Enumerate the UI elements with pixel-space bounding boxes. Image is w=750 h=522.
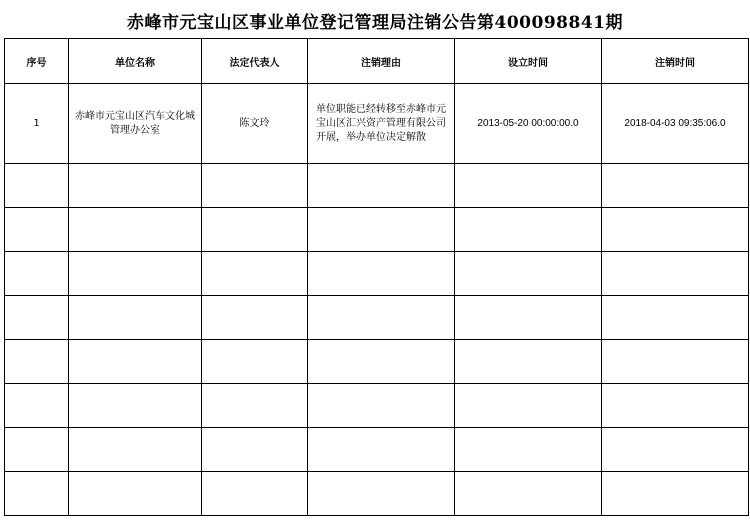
empty-cell bbox=[455, 164, 602, 208]
empty-cell bbox=[455, 472, 602, 516]
empty-cell bbox=[455, 428, 602, 472]
table-row bbox=[5, 84, 749, 164]
table-row-empty bbox=[5, 208, 749, 252]
empty-cell bbox=[308, 296, 455, 340]
empty-cell bbox=[202, 208, 308, 252]
table-row-empty bbox=[5, 340, 749, 384]
cell-unit-name: 赤峰市元宝山区汽车文化城管理办公室 bbox=[69, 84, 202, 164]
table-row-empty bbox=[5, 472, 749, 516]
header-row bbox=[5, 39, 749, 84]
empty-cell bbox=[5, 384, 69, 428]
empty-cell bbox=[308, 164, 455, 208]
table-row-empty bbox=[5, 252, 749, 296]
empty-cell bbox=[202, 296, 308, 340]
empty-cell bbox=[308, 252, 455, 296]
empty-cell bbox=[202, 164, 308, 208]
empty-cell bbox=[5, 472, 69, 516]
empty-rows bbox=[5, 164, 749, 516]
header-legal-rep: 法定代表人 bbox=[202, 39, 308, 84]
empty-cell bbox=[602, 384, 749, 428]
empty-cell bbox=[5, 252, 69, 296]
cell-established: 2013-05-20 00:00:00.0 bbox=[455, 84, 602, 164]
header-cancelled: 注销时间 bbox=[602, 39, 749, 84]
empty-cell bbox=[69, 296, 202, 340]
empty-cell bbox=[5, 428, 69, 472]
empty-cell bbox=[5, 208, 69, 252]
empty-cell bbox=[602, 296, 749, 340]
empty-cell bbox=[602, 252, 749, 296]
empty-cell bbox=[455, 296, 602, 340]
empty-cell bbox=[455, 384, 602, 428]
empty-cell bbox=[69, 384, 202, 428]
empty-cell bbox=[455, 340, 602, 384]
cell-reason: 单位职能已经转移至赤峰市元宝山区汇兴资产管理有限公司开展，举办单位决定解散 bbox=[308, 84, 455, 164]
empty-cell bbox=[602, 164, 749, 208]
empty-cell bbox=[308, 340, 455, 384]
empty-cell bbox=[69, 472, 202, 516]
empty-cell bbox=[308, 472, 455, 516]
empty-cell bbox=[69, 340, 202, 384]
cell-cancelled: 2018-04-03 09:35:06.0 bbox=[602, 84, 749, 164]
empty-cell bbox=[602, 208, 749, 252]
empty-cell bbox=[602, 428, 749, 472]
empty-cell bbox=[69, 252, 202, 296]
empty-cell bbox=[455, 208, 602, 252]
empty-cell bbox=[202, 428, 308, 472]
cell-index: 1 bbox=[5, 84, 69, 164]
table-row-empty bbox=[5, 296, 749, 340]
header-index: 序号 bbox=[5, 39, 69, 84]
empty-cell bbox=[308, 384, 455, 428]
document-title: 赤峰市元宝山区事业单位登记管理局注销公告第400098841期 bbox=[127, 13, 623, 33]
empty-cell bbox=[308, 208, 455, 252]
empty-cell bbox=[602, 340, 749, 384]
cancellation-table bbox=[4, 38, 749, 516]
empty-cell bbox=[308, 428, 455, 472]
table-row-empty bbox=[5, 164, 749, 208]
header-established: 设立时间 bbox=[455, 39, 602, 84]
empty-cell bbox=[69, 208, 202, 252]
empty-cell bbox=[5, 164, 69, 208]
empty-cell bbox=[202, 340, 308, 384]
empty-cell bbox=[455, 252, 602, 296]
empty-cell bbox=[202, 252, 308, 296]
table-row-empty bbox=[5, 384, 749, 428]
empty-cell bbox=[202, 472, 308, 516]
empty-cell bbox=[69, 164, 202, 208]
header-reason: 注销理由 bbox=[308, 39, 455, 84]
empty-cell bbox=[5, 296, 69, 340]
cell-legal-rep: 陈文玲 bbox=[202, 84, 308, 164]
empty-cell bbox=[202, 384, 308, 428]
empty-cell bbox=[69, 428, 202, 472]
table-row-empty bbox=[5, 428, 749, 472]
header-unit-name: 单位名称 bbox=[69, 39, 202, 84]
empty-cell bbox=[602, 472, 749, 516]
empty-cell bbox=[5, 340, 69, 384]
